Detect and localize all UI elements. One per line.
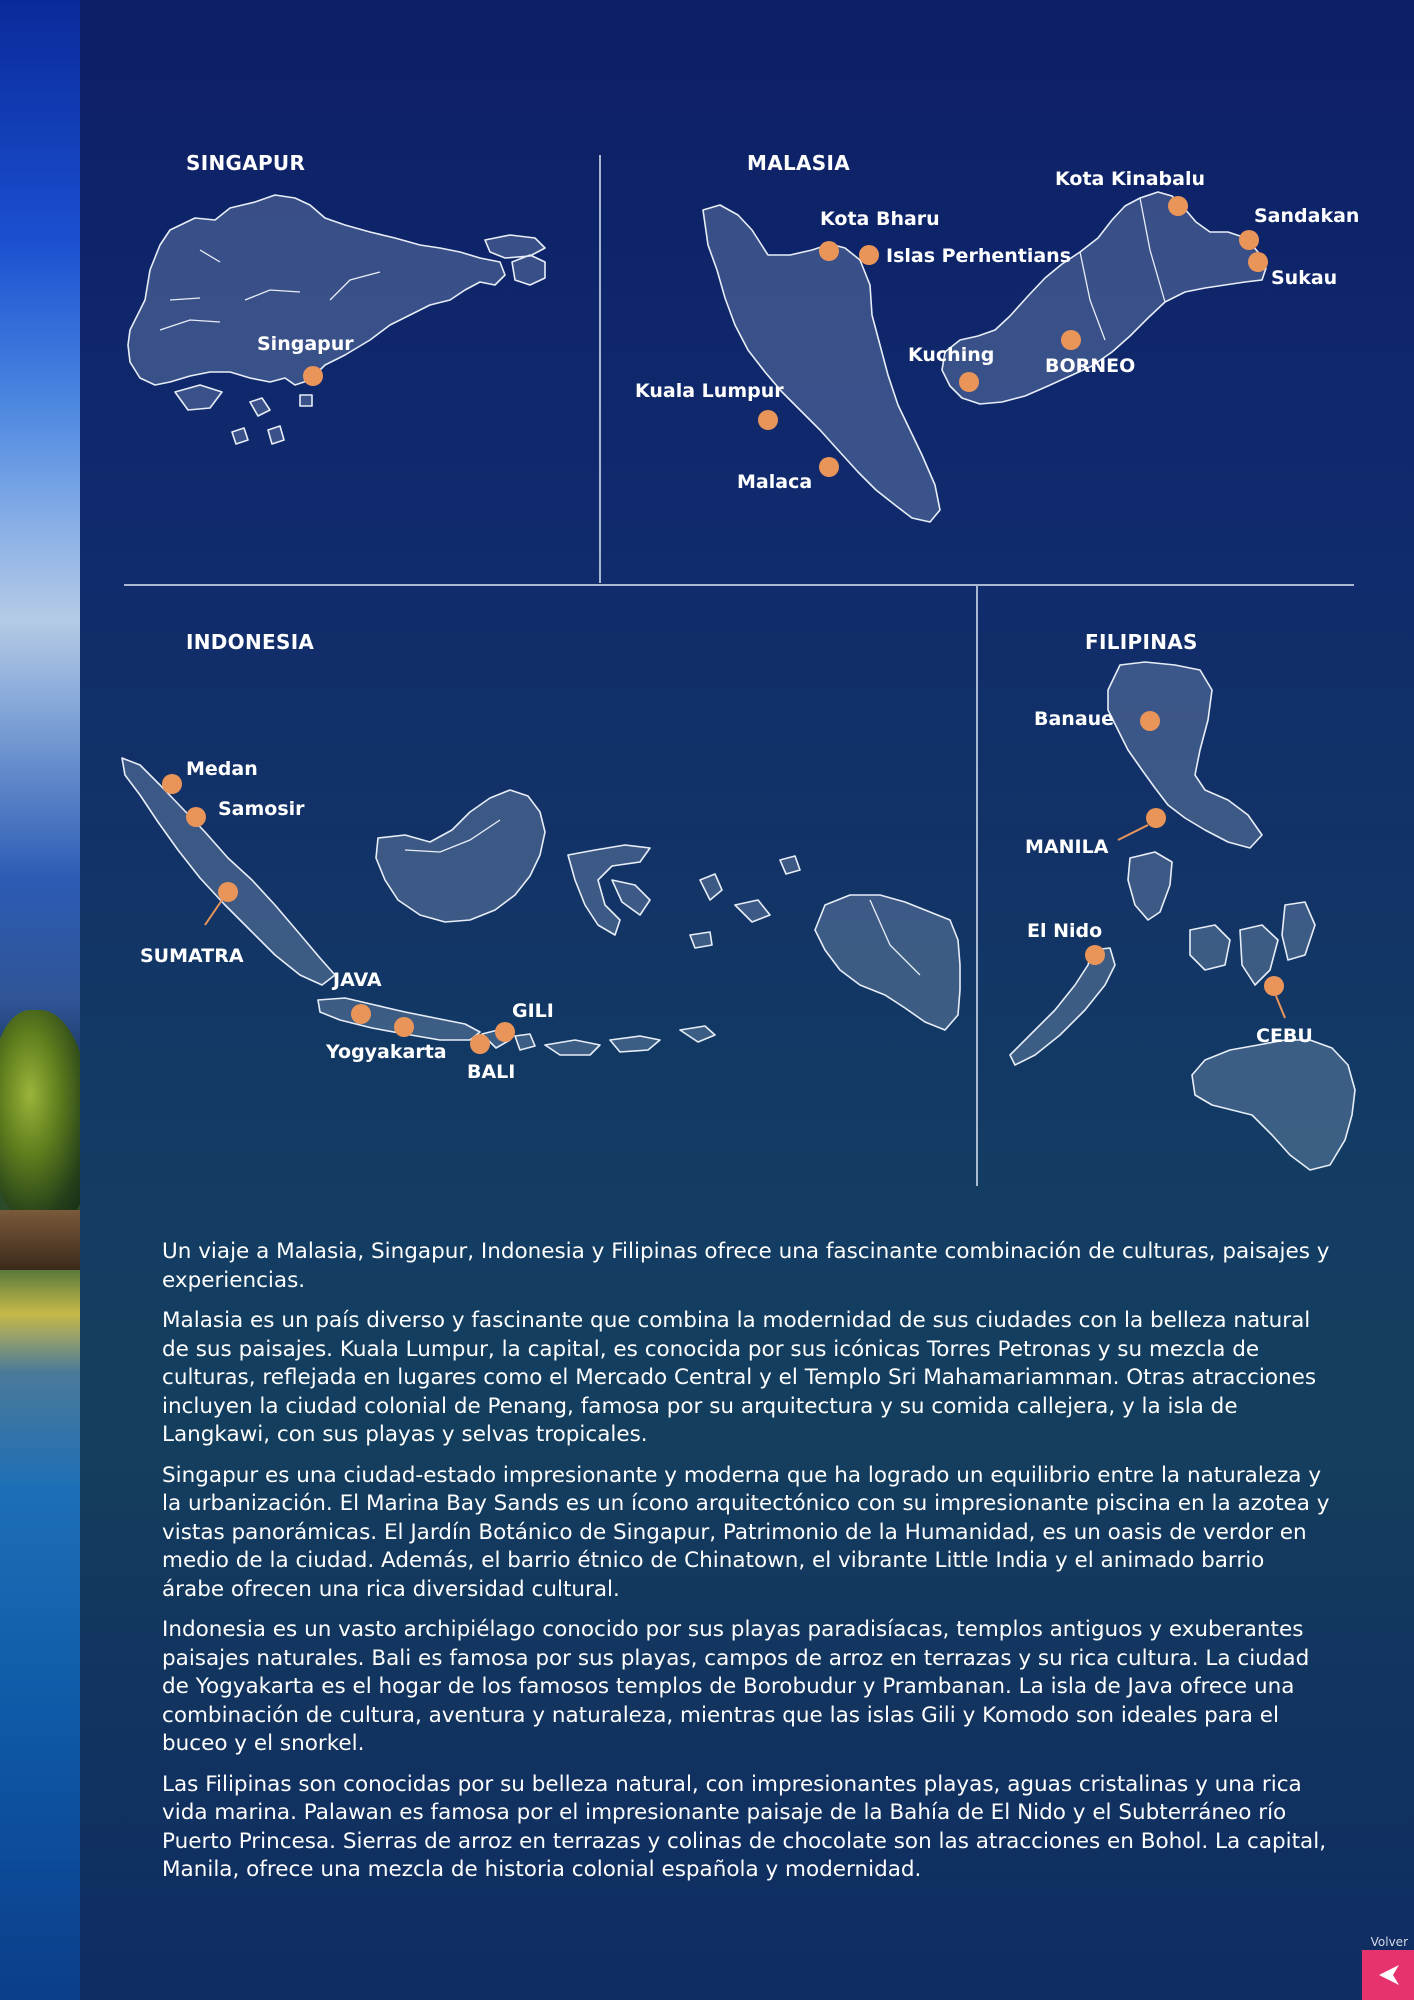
arrow-left-icon [1375,1963,1401,1987]
marker-el-nido [1085,945,1105,965]
maluku-islands [690,856,800,948]
marker-java [351,1004,371,1024]
marker-gili [495,1022,515,1042]
singapore-island [128,195,505,385]
kalimantan [376,790,545,922]
marker-kota-bharu [819,241,839,261]
marker-singapur [303,366,323,386]
palawan-island [1010,948,1115,1065]
back-button[interactable] [1362,1950,1414,2000]
mindanao-island [1192,1040,1355,1170]
place-label-kuching: Kuching [908,344,995,366]
leader-sumatra [205,900,222,925]
paragraph-intro: Un viaje a Malasia, Singapur, Indonesia y Filipinas ofrece una fascinante combinación de culturas, paisajes y experiencias. [162,1239,1330,1293]
place-label-sumatra: SUMATRA [140,945,244,967]
place-label-islas-perhentians: Islas Perhentians [886,245,1072,267]
place-label-borneo: BORNEO [1045,355,1136,377]
marker-medan [162,774,182,794]
mindoro-island [1128,852,1172,920]
nusa-tenggara [545,1026,715,1055]
map-title-filipinas: FILIPINAS [1085,630,1198,654]
marker-borneo [1061,330,1081,350]
place-label-manila: MANILA [1025,836,1109,858]
marker-banaue [1140,711,1160,731]
marker-kota-kinabalu [1168,196,1188,216]
paragraph-singapur: Singapur es una ciudad-estado impresionante y moderna que ha logrado un equilibrio entre la naturaleza y la urbanización. El Marina Bay Sands es un ícono arquitectónico con su impresionante piscina en la azotea y vistas panorámicas. El Jardín Botánico de Singapur, Patrimonio de la Humanidad, es un oasis de verdor en medio de la ciudad. Además, el barrio étnico de Chinatown, el vibrante Little India y el animado barrio árabe ofrecen una rica diversidad cultural. [162,1462,1330,1602]
marker-islas-perhentians [859,245,879,265]
marker-kuala-lumpur [758,410,778,430]
marker-yogyakarta [394,1017,414,1037]
papua-indonesia [815,895,960,1030]
marker-sumatra [218,882,238,902]
map-title-malasia: MALASIA [747,151,851,175]
leader-manila [1118,825,1148,840]
place-label-yogyakarta: Yogyakarta [326,1041,447,1063]
visayas-islands [1190,902,1315,985]
marker-cebu [1264,976,1284,996]
description-text [162,1238,1332,1897]
place-label-el-nido: El Nido [1027,920,1103,942]
place-label-kota-bharu: Kota Bharu [820,208,940,230]
place-label-cebu: CEBU [1256,1025,1313,1047]
map-title-indonesia: INDONESIA [186,630,315,654]
place-label-sukau: Sukau [1271,267,1338,289]
map-filipinas [1010,662,1355,1170]
back-label: Volver [1370,1935,1408,1949]
place-label-samosir: Samosir [218,798,305,820]
place-label-bali: BALI [467,1061,516,1083]
luzon-island [1108,662,1262,848]
place-label-kuala-lumpur: Kuala Lumpur [635,380,784,402]
place-label-banaue: Banaue [1034,708,1115,730]
place-label-malaca: Malaca [737,471,813,493]
map-malasia [635,168,1359,522]
leader-cebu [1276,996,1285,1018]
map-title-singapur: SINGAPUR [186,151,306,175]
place-label-gili: GILI [512,1000,554,1022]
marker-samosir [186,807,206,827]
place-label-sandakan: Sandakan [1254,205,1360,227]
sulawesi [568,845,650,935]
place-label-medan: Medan [186,758,258,780]
map-singapur [128,195,545,444]
southern-islets [232,395,312,444]
paragraph-indonesia: Indonesia es un vasto archipiélago conocido por sus playas paradisíacas, templos antiguos y exuberantes paisajes naturales. Bali es famosa por sus playas, campos de arroz en terrazas y su rica cultura. La ciudad de Yogyakarta es el hogar de los famosos templos de Borobudur y Prambanan. La isla de Java ofrece una combinación de cultura, aventura y naturaleza, mientras que las islas Gili y Komodo son ideales para el buceo y el snorkel. [162,1617,1310,1756]
place-label-singapur: Singapur [257,333,354,355]
place-label-java: JAVA [333,969,382,991]
marker-malaca [819,457,839,477]
map-indonesia [122,758,960,1083]
pulau-tekong [512,255,545,285]
marker-sandakan [1239,230,1259,250]
paragraph-malasia: Malasia es un país diverso y fascinante que combina la modernidad de sus ciudades con la belleza natural de sus paisajes. Kuala Lumpur, la capital, es conocida por sus icónicas Torres Petronas y su mezcla de culturas, reflejada en lugares como el Mercado Central y el Templo Sri Mahamariamman. Otras atracciones incluyen la ciudad colonial de Penang, famosa por su arquitectura y su comida callejera, y la isla de Langkawi, con sus playas y selvas tropicales. [162,1308,1317,1447]
jurong-island [175,385,222,410]
pulau-ubin [485,235,545,258]
paragraph-filipinas: Las Filipinas son conocidas por su belleza natural, con impresionantes playas, aguas cristalinas y una rica vida marina. Palawan es famosa por el impresionante paisaje de la Bahía de El Nido y el Subterráneo río Puerto Princesa. Sierras de arroz en terrazas y colinas de chocolate son las atracciones en Bohol. La capital, Manila, ofrece una mezcla de historia colonial española y modernidad. [162,1771,1327,1882]
marker-manila [1146,808,1166,828]
marker-bali [470,1034,490,1054]
place-label-kota-kinabalu: Kota Kinabalu [1055,168,1206,190]
marker-sukau [1248,252,1268,272]
marker-kuching [959,372,979,392]
